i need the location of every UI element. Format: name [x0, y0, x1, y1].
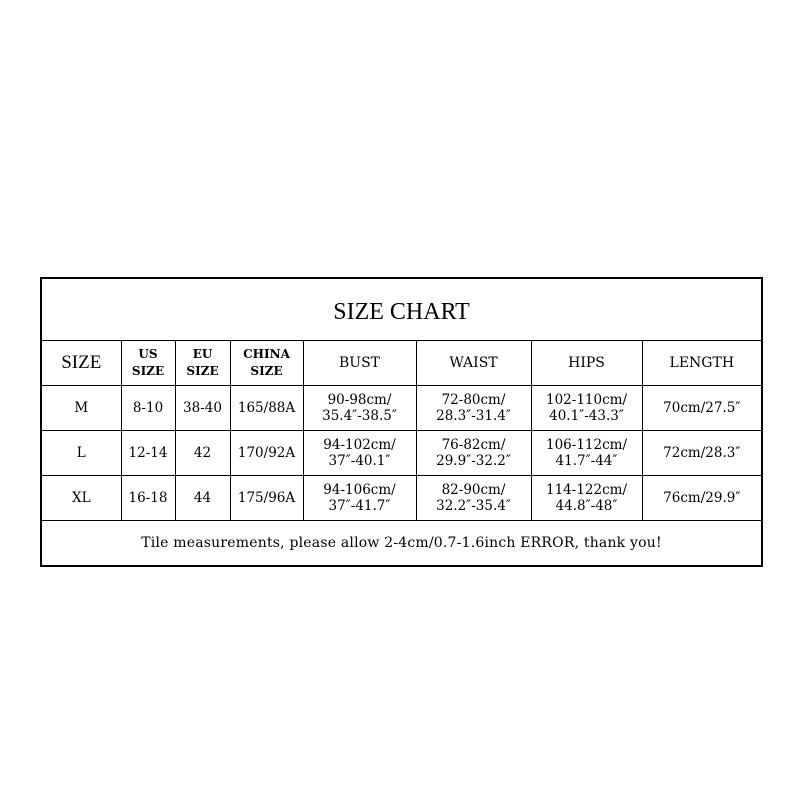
- cell-bust-inch: 37″-40.1″: [328, 453, 391, 469]
- cell-hips-cm: 106-112cm/: [545, 436, 627, 453]
- header-eu-line-1: EU: [192, 346, 213, 361]
- cell-bust-cm: 94-106cm/: [323, 481, 396, 498]
- cell-china: 165/88A: [230, 386, 303, 431]
- cell-hips-inch: 40.1″-43.3″: [549, 408, 624, 424]
- cell-hips-cm: 102-110cm/: [545, 391, 627, 408]
- header-row: [41, 341, 762, 386]
- cell-hips: [531, 476, 642, 521]
- cell-us: 12-14: [121, 431, 175, 476]
- table-row: [41, 476, 762, 521]
- header-bust: BUST: [303, 341, 416, 386]
- header-us-size: [121, 341, 175, 386]
- header-eu-line-2: SIZE: [186, 364, 219, 378]
- cell-waist: [416, 476, 531, 521]
- cell-bust: [303, 476, 416, 521]
- cell-waist: [416, 386, 531, 431]
- cell-waist-cm: 82-90cm/: [441, 481, 506, 498]
- cell-bust-cm: 90-98cm/: [327, 391, 392, 408]
- cell-hips-inch: 44.8″-48″: [555, 498, 618, 514]
- cell-waist-cm: 76-82cm/: [441, 436, 506, 453]
- chart-title: SIZE CHART: [41, 278, 762, 341]
- cell-eu: 44: [175, 476, 230, 521]
- size-chart-table: [40, 277, 763, 567]
- cell-size: XL: [41, 476, 121, 521]
- cell-waist-cm: 72-80cm/: [441, 391, 506, 408]
- cell-china: 175/96A: [230, 476, 303, 521]
- header-eu-size: [175, 341, 230, 386]
- cell-bust: [303, 431, 416, 476]
- table-row: [41, 386, 762, 431]
- cell-us: 16-18: [121, 476, 175, 521]
- header-hips: HIPS: [531, 341, 642, 386]
- cell-eu: 38-40: [175, 386, 230, 431]
- cell-bust-inch: 37″-41.7″: [328, 498, 391, 514]
- cell-hips: [531, 431, 642, 476]
- cell-bust-inch: 35.4″-38.5″: [322, 408, 397, 424]
- header-us-line-1: US: [138, 346, 158, 361]
- cell-bust: [303, 386, 416, 431]
- cell-hips-inch: 41.7″-44″: [555, 453, 618, 469]
- measurement-note: Tile measurements, please allow 2-4cm/0.7-1.6inch ERROR, thank you!: [41, 521, 762, 567]
- cell-bust-cm: 94-102cm/: [323, 436, 396, 453]
- cell-waist: [416, 431, 531, 476]
- cell-size: M: [41, 386, 121, 431]
- cell-length: 72cm/28.3″: [642, 431, 762, 476]
- cell-length: 76cm/29.9″: [642, 476, 762, 521]
- header-china-line-2: SIZE: [250, 364, 283, 378]
- cell-length: 70cm/27.5″: [642, 386, 762, 431]
- cell-hips-cm: 114-122cm/: [545, 481, 627, 498]
- table-row: [41, 431, 762, 476]
- cell-hips: [531, 386, 642, 431]
- cell-size: L: [41, 431, 121, 476]
- cell-china: 170/92A: [230, 431, 303, 476]
- header-china-line-1: CHINA: [243, 346, 290, 361]
- header-size: SIZE: [41, 341, 121, 386]
- header-china-size: [230, 341, 303, 386]
- cell-eu: 42: [175, 431, 230, 476]
- cell-waist-inch: 28.3″-31.4″: [436, 408, 511, 424]
- cell-waist-inch: 29.9″-32.2″: [436, 453, 511, 469]
- cell-us: 8-10: [121, 386, 175, 431]
- header-length: LENGTH: [642, 341, 762, 386]
- cell-waist-inch: 32.2″-35.4″: [436, 498, 511, 514]
- header-us-line-2: SIZE: [131, 364, 165, 378]
- header-waist: WAIST: [416, 341, 531, 386]
